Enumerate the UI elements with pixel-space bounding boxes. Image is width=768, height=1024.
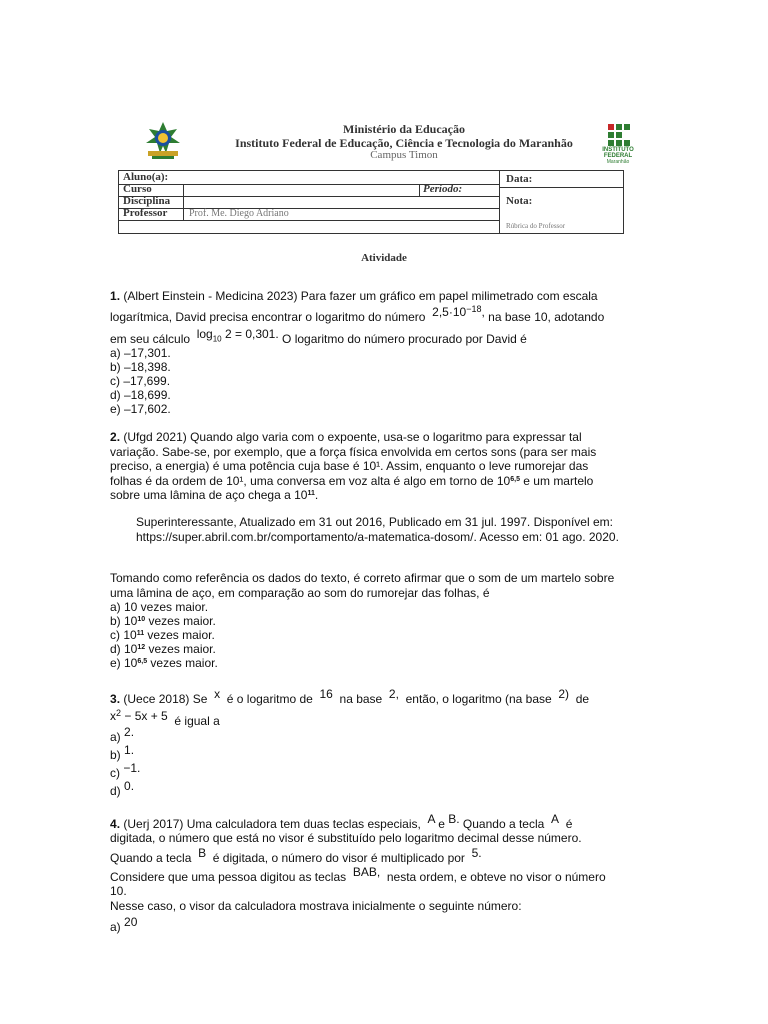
q4-line2: digitada, o número que está no visor é substituído pelo logaritmo decimal desse número. — [110, 831, 582, 845]
q4-line3: Quando a tecla B é digitada, o número do visor é multiplicado por 5. — [110, 846, 482, 865]
q3-math-x: x — [214, 687, 221, 701]
q3-option-b: b) 1. — [110, 743, 135, 762]
q1-option-d: d) –18,699. — [110, 388, 171, 402]
q3-number: 3 — [110, 692, 117, 706]
q4-math-B2: B — [198, 846, 207, 860]
q2-line4: folhas é da ordem de 10¹, uma conversa em voz alta é algo em torno de 10$^{6,5}$ e um martelo — [110, 473, 594, 488]
q4-line6: Nesse caso, o visor da calculadora mostrava inicialmente o seguinte número: — [110, 899, 522, 913]
q3-math-2b: 2) — [558, 687, 570, 701]
q2-line3: preciso, a energia) é uma potência cuja base é 10¹. Assim, enquanto o leve rumorejar das — [110, 459, 589, 473]
if-logo-line2: FEDERAL — [603, 153, 633, 159]
q4-math-A2: A — [551, 812, 560, 826]
q1-option-c: c) –17,699. — [110, 374, 171, 388]
q2-cite-line2: https://super.abril.com.br/comportamento/a-matematica-dosom/. Acesso em: 01 ago. 2020. — [136, 529, 619, 544]
page-title: Atividade — [361, 252, 407, 264]
q3-math-2: 2, — [388, 687, 399, 701]
periodo-label: Período: — [423, 183, 463, 195]
q4-line4: Considere que uma pessoa digitou as teclas BAB, nesta ordem, e obteve no visor o número — [110, 865, 606, 884]
q3-option-c: c) −1. — [110, 761, 141, 780]
q2-option-c: c) $10^{11}$ vezes maior. — [110, 628, 215, 642]
q1-options — [110, 346, 171, 416]
q1-text-3b: O logaritmo do número procurado por David é — [282, 332, 527, 346]
header-ministry: Ministério da Educação — [343, 122, 465, 136]
q4-number: 4 — [110, 817, 117, 831]
q1-option-e: e) –17,602. — [110, 402, 171, 416]
data-label: Data: — [506, 173, 533, 185]
if-logo-squares — [608, 124, 632, 146]
professor-label: Professor — [123, 207, 168, 219]
disciplina-label: Disciplina — [123, 195, 171, 207]
q2-line1: 2. (Ufgd 2021) Quando algo varia com o expoente, usa-se o logaritmo para expressar tal — [110, 430, 582, 444]
q2-stem — [110, 571, 614, 600]
q3-option-a: a) 2. — [110, 725, 135, 744]
q2-paragraph — [110, 430, 596, 503]
q1-number: 1 — [110, 289, 117, 303]
q1-math-number: $2,5\cdot 10^{-18}$, — [432, 304, 485, 319]
q3-option-d: d) 0. — [110, 779, 135, 798]
q3-math-16: 16 — [319, 687, 333, 701]
q2-option-a: a) 10 vezes maior. — [110, 600, 209, 614]
header-institute: Instituto Federal de Educação, Ciência e Tecnologia do Maranhão — [235, 136, 573, 150]
aluno-label: Aluno(a): — [123, 171, 169, 183]
q2-option-e: e) 10$^{6,5}$ vezes maior. — [110, 656, 218, 670]
if-logo-text — [598, 147, 638, 165]
q2-stem-line2: uma lâmina de aço, em comparação ao som do rumorejar das folhas, é — [110, 585, 490, 600]
q4-math-BAB: BAB, — [352, 865, 381, 879]
q4-line5: 10. — [110, 884, 127, 898]
q2-option-d: d) $10^{12}$ vezes maior. — [110, 642, 216, 656]
q1-text-3a: em seu cálculo — [110, 332, 191, 346]
q2-stem-line1: Tomando como referência os dados do texto, é correto afirmar que o som de um martelo sobre — [110, 571, 615, 585]
q2-cite-line1: Superinteressante, Atualizado em 31 out 2016, Publicado em 31 jul. 1997. Disponível em: — [136, 515, 613, 529]
q2-citation — [136, 515, 619, 544]
q1-text-1: (Albert Einstein - Medicina 2023) Para fazer um gráfico em papel milimetrado com escala — [123, 289, 598, 303]
q4-math-B: B. — [448, 812, 460, 826]
q1-text-2a: logarítmica, David precisa encontrar o logaritmo do número — [110, 310, 426, 324]
q2-line5: sobre uma lâmina de aço chega a $10^{11}$. — [110, 488, 319, 502]
header-campus: Campus Timon — [370, 149, 438, 161]
rubrica-label: Rúbrica do Professor — [506, 222, 566, 230]
q4-line1: 4. (Uerj 2017) Uma calculadora tem duas teclas especiais, A e B. Quando a tecla A é — [110, 812, 573, 831]
q4-math-A: A — [427, 812, 435, 826]
q3-math-polynomial: $x^2 - 5x + 5$ — [110, 708, 168, 723]
q1-line1: 1. (Albert Einstein - Medicina 2023) Para fazer um gráfico em papel milimetrado com escala — [110, 289, 598, 303]
q1-text-2b: na base 10, adotando — [488, 310, 605, 324]
q4-math-5: 5. — [471, 846, 482, 860]
q1-line3 — [110, 327, 527, 348]
q2-options — [110, 600, 218, 670]
q3-options — [110, 725, 141, 802]
q3-line2: $x^2 - 5x + 5$ é igual a — [110, 708, 220, 728]
professor-value: Prof. Me. Diego Adriano — [189, 208, 289, 219]
q3-line1: 3. (Uece 2018) Se x é o logaritmo de 16 na base 2, então, o logaritmo (na base 2) de — [110, 687, 590, 706]
student-info-table — [118, 170, 624, 234]
q1-option-a: a) –17,301. — [110, 346, 171, 360]
curso-label: Curso — [123, 183, 152, 195]
q4-option-a: a) 20 — [110, 915, 138, 934]
nota-label: Nota: — [506, 195, 533, 207]
if-logo-line3: Maranhão — [606, 159, 630, 165]
if-logo-line1: INSTITUTO — [602, 147, 634, 153]
q2-line2: variação. Sabe-se, por exemplo, que a força física envolvida em certos sons (para ser mais — [110, 444, 597, 459]
q1-option-b: b) –18,398. — [110, 360, 171, 374]
q1-math-log: $\log_{10} 2 = 0,301$. — [196, 327, 279, 344]
q1-line2 — [110, 304, 605, 324]
q2-number: 2 — [110, 430, 117, 444]
q2-option-b: b) $10^{10}$ vezes maior. — [110, 614, 216, 628]
